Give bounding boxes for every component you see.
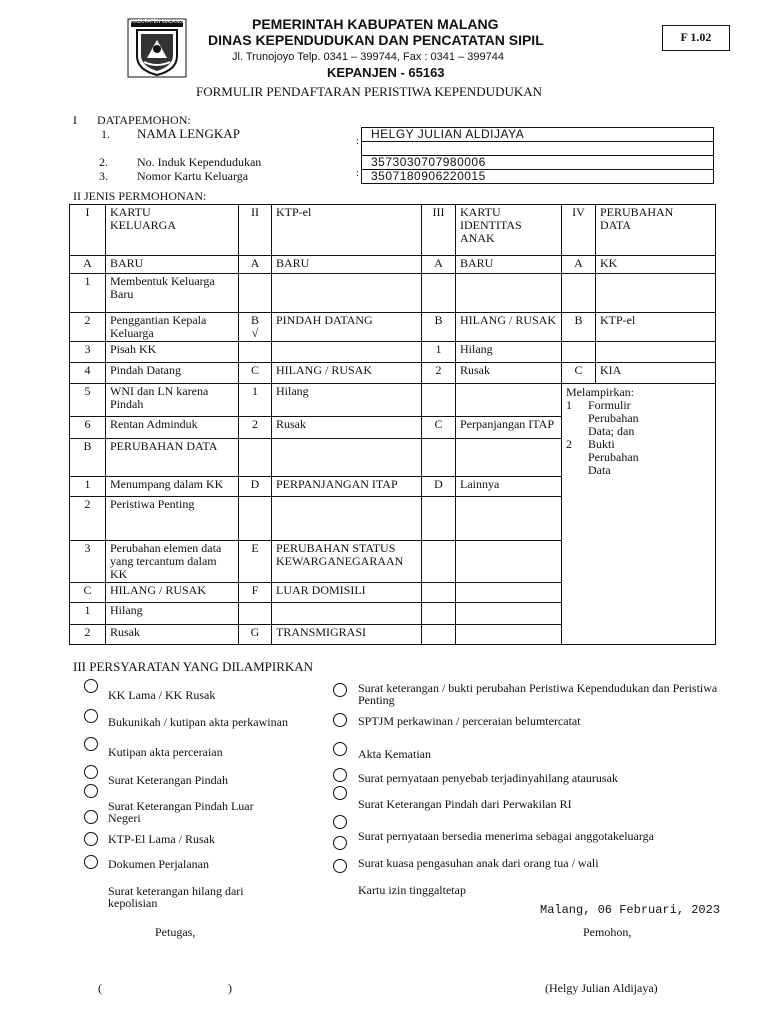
item-cell: Lainnya <box>456 477 562 497</box>
requirement-right-label: SPTJM perkawinan / perceraian belumtercatat <box>358 714 581 728</box>
item-cell <box>272 497 422 541</box>
item-cell: BARU <box>106 256 239 274</box>
item-cell: Penggantian Kepala Keluarga <box>106 313 239 342</box>
code-cell <box>422 274 456 313</box>
attachment-item <box>566 438 711 477</box>
code-cell: 1 <box>239 384 272 417</box>
item-cell: Membentuk Keluarga Baru <box>106 274 239 313</box>
item-cell: KTP-el <box>596 313 716 342</box>
attachment-note-cell <box>562 384 716 645</box>
item-cell: BARU <box>456 256 562 274</box>
code-cell: 2 <box>70 497 106 541</box>
table-row <box>70 274 716 313</box>
item-cell: WNI dan LN karena Pindah <box>106 384 239 417</box>
requirement-left-label: KK Lama / KK Rusak <box>108 688 216 702</box>
code-cell <box>239 274 272 313</box>
table-row <box>70 256 716 274</box>
section1-heading: DATAPEMOHON: <box>97 113 191 127</box>
attachment-item-number: 2 <box>566 437 572 451</box>
item-cell: Rusak <box>456 363 562 384</box>
item-cell <box>456 274 562 313</box>
logo-caption: KABUPATEN MALANG <box>130 19 184 25</box>
item-cell <box>456 497 562 541</box>
item-cell <box>596 342 716 363</box>
code-cell <box>422 384 456 417</box>
nik-field[interactable]: 3573030707980006 <box>361 155 714 170</box>
item-cell <box>456 603 562 625</box>
item-cell: LUAR DOMISILI <box>272 583 422 603</box>
code-cell: C <box>70 583 106 603</box>
requirement-right-label: Akta Kematian <box>358 747 431 761</box>
code-cell: 2 <box>239 417 272 439</box>
requirement-radio[interactable] <box>84 679 98 693</box>
header-label-cell: PERUBAHAN DATA <box>596 205 716 256</box>
code-cell: C <box>422 417 456 439</box>
item-cell: Hilang <box>272 384 422 417</box>
code-cell: C <box>562 363 596 384</box>
code-cell: B <box>422 313 456 342</box>
code-cell: G <box>239 625 272 645</box>
code-cell: E <box>239 541 272 583</box>
item-cell <box>272 603 422 625</box>
item-cell: HILANG / RUSAK <box>106 583 239 603</box>
code-cell <box>422 625 456 645</box>
code-cell: 1 <box>70 477 106 497</box>
item-cell <box>456 384 562 417</box>
item-cell: Perpanjangan ITAP <box>456 417 562 439</box>
code-cell <box>239 603 272 625</box>
requirement-right-label: Kartu izin tinggaltetap <box>358 883 466 897</box>
colon-1: : <box>356 136 359 147</box>
header-label-cell: KTP-el <box>272 205 422 256</box>
field-1-number: 1. <box>101 127 110 141</box>
name-field-line2[interactable] <box>361 141 714 156</box>
section1-number: I <box>73 113 77 127</box>
item-cell <box>456 583 562 603</box>
field-2-number: 2. <box>99 155 108 169</box>
item-cell <box>272 439 422 477</box>
item-cell: TRANSMIGRASI <box>272 625 422 645</box>
code-cell: 4 <box>70 363 106 384</box>
code-cell: 3 <box>70 541 106 583</box>
checked-code-cell: B √ <box>239 313 272 342</box>
officer-signature-line: ( ) <box>98 981 232 995</box>
item-cell: Hilang <box>106 603 239 625</box>
code-cell: 5 <box>70 384 106 417</box>
item-cell: Perubahan elemen data yang tercantum dalam KK <box>106 541 239 583</box>
requirement-left-label: Dokumen Perjalanan <box>108 857 209 871</box>
header-number-cell: I <box>70 205 106 256</box>
item-cell: Pindah Datang <box>106 363 239 384</box>
code-cell: D <box>239 477 272 497</box>
header-number-cell: III <box>422 205 456 256</box>
field-name-label: NAMA LENGKAP <box>137 126 240 141</box>
item-cell <box>596 274 716 313</box>
item-cell: KIA <box>596 363 716 384</box>
requirement-left-label: Kutipan akta perceraian <box>108 745 223 759</box>
attachment-item <box>566 399 711 438</box>
field-kk-label: Nomor Kartu Keluarga <box>137 169 249 183</box>
code-cell: 3 <box>70 342 106 363</box>
header-address: Jl. Trunojoyo Telp. 0341 – 399744, Fax : 0341 – 399744 <box>232 51 504 63</box>
item-cell: PINDAH DATANG <box>272 313 422 342</box>
code-cell: D <box>422 477 456 497</box>
code-cell: A <box>70 256 106 274</box>
item-cell: PERUBAHAN STATUS KEWARGANEGARAAN <box>272 541 422 583</box>
requirement-radio[interactable] <box>84 709 98 723</box>
code-cell: 2 <box>70 625 106 645</box>
requirement-radio[interactable] <box>333 713 347 727</box>
code-cell: B <box>562 313 596 342</box>
table-row <box>70 313 716 342</box>
item-cell: Rusak <box>272 417 422 439</box>
item-cell <box>456 625 562 645</box>
requirement-radio[interactable] <box>84 832 98 846</box>
code-cell <box>422 541 456 583</box>
requirement-radio[interactable] <box>333 786 347 800</box>
code-cell <box>239 342 272 363</box>
code-cell <box>422 497 456 541</box>
item-cell: HILANG / RUSAK <box>456 313 562 342</box>
code-cell: F <box>239 583 272 603</box>
requirement-radio[interactable] <box>333 742 347 756</box>
attachment-item-number: 1 <box>566 398 572 412</box>
header-number-cell: II <box>239 205 272 256</box>
code-cell: 1 <box>422 342 456 363</box>
applicant-name: (Helgy Julian Aldijaya) <box>545 981 658 995</box>
table-row <box>70 363 716 384</box>
item-cell: Pisah KK <box>106 342 239 363</box>
item-cell <box>272 274 422 313</box>
requirement-left-label: Surat Keterangan Pindah Luar Negeri <box>108 799 254 825</box>
item-cell: Rentan Adminduk <box>106 417 239 439</box>
code-cell: A <box>422 256 456 274</box>
kabupaten-malang-logo <box>127 18 187 78</box>
table-header-row <box>70 205 716 256</box>
code-cell <box>239 497 272 541</box>
officer-label: Petugas, <box>155 925 196 939</box>
attachment-item-text: Formulir Perubahan Data; dan <box>588 398 639 438</box>
header-number-cell: IV <box>562 205 596 256</box>
code-cell: 1 <box>70 603 106 625</box>
table-row <box>70 342 716 363</box>
code-cell <box>422 603 456 625</box>
colon-2: : <box>356 168 359 179</box>
item-cell: Hilang <box>456 342 562 363</box>
requirement-radio[interactable] <box>84 737 98 751</box>
item-cell: Menumpang dalam KK <box>106 477 239 497</box>
applicant-label: Pemohon, <box>583 925 632 939</box>
requirement-right-label: Surat pernyataan bersedia menerima sebagai anggotakeluarga <box>358 829 654 843</box>
item-cell <box>456 439 562 477</box>
requirement-radio[interactable] <box>333 683 347 697</box>
requirement-radio[interactable] <box>333 859 347 873</box>
form-code-badge: F 1.02 <box>662 25 730 51</box>
item-cell: KK <box>596 256 716 274</box>
requirement-left-label: Surat Keterangan Pindah <box>108 773 228 787</box>
requirement-right-label: Surat keterangan / bukti perubahan Peristiwa Kependudukan dan Peristiwa Penting <box>358 681 718 707</box>
requirement-right-label: Surat Keterangan Pindah dari Perwakilan RI <box>358 797 572 811</box>
application-type-table <box>69 204 716 645</box>
requirement-radio[interactable] <box>84 810 98 824</box>
item-cell: Rusak <box>106 625 239 645</box>
table-row <box>70 384 716 417</box>
requirement-right-label: Surat kuasa pengasuhan anak dari orang tua / wali <box>358 856 599 870</box>
code-cell <box>422 583 456 603</box>
header-label-cell: KARTU IDENTITAS ANAK <box>456 205 562 256</box>
requirement-radio[interactable] <box>333 768 347 782</box>
requirement-radio[interactable] <box>333 836 347 850</box>
field-nik-label: No. Induk Kependudukan <box>137 155 262 169</box>
item-cell <box>272 342 422 363</box>
section2-heading: II JENIS PERMOHONAN: <box>73 189 207 203</box>
code-cell: B <box>70 439 106 477</box>
code-cell: 6 <box>70 417 106 439</box>
form-title: FORMULIR PENDAFTARAN PERISTIWA KEPENDUDUKAN <box>196 84 543 99</box>
requirement-radio[interactable] <box>84 784 98 798</box>
signature-date: Malang, 06 Februari, 2023 <box>540 903 721 917</box>
section3-heading: III PERSYARATAN YANG DILAMPIRKAN <box>73 659 314 674</box>
code-cell <box>422 439 456 477</box>
header-government: PEMERINTAH KABUPATEN MALANG <box>252 16 499 32</box>
requirement-radio[interactable] <box>333 815 347 829</box>
item-cell: PERPANJANGAN ITAP <box>272 477 422 497</box>
item-cell <box>456 541 562 583</box>
code-cell <box>562 342 596 363</box>
attachment-intro: Melampirkan: <box>566 385 634 399</box>
requirement-left-label: KTP-El Lama / Rusak <box>108 832 215 846</box>
code-cell: A <box>562 256 596 274</box>
kk-number-field[interactable]: 3507180906220015 <box>361 169 714 184</box>
header-city: KEPANJEN - 65163 <box>327 65 445 80</box>
item-cell: BARU <box>272 256 422 274</box>
requirement-radio[interactable] <box>84 765 98 779</box>
code-cell: C <box>239 363 272 384</box>
code-cell: A <box>239 256 272 274</box>
header-label-cell: KARTU KELUARGA <box>106 205 239 256</box>
field-3-number: 3. <box>99 169 108 183</box>
code-cell <box>239 439 272 477</box>
item-cell: Peristiwa Penting <box>106 497 239 541</box>
requirement-radio[interactable] <box>84 855 98 869</box>
code-cell: 2 <box>422 363 456 384</box>
item-cell: PERUBAHAN DATA <box>106 439 239 477</box>
header-agency: DINAS KEPENDUDUKAN DAN PENCATATAN SIPIL <box>208 32 544 48</box>
code-cell: 1 <box>70 274 106 313</box>
requirement-right-label: Surat pernyataan penyebab terjadinyahilang ataurusak <box>358 771 618 785</box>
code-cell: 2 <box>70 313 106 342</box>
requirement-left-label: Bukunikah / kutipan akta perkawinan <box>108 715 288 729</box>
code-cell <box>562 274 596 313</box>
attachment-item-text: Bukti Perubahan Data <box>588 437 639 477</box>
requirement-left-label: Surat keterangan hilang dari kepolisian <box>108 884 244 910</box>
name-field[interactable]: HELGY JULIAN ALDIJAYA <box>361 127 714 142</box>
item-cell: HILANG / RUSAK <box>272 363 422 384</box>
